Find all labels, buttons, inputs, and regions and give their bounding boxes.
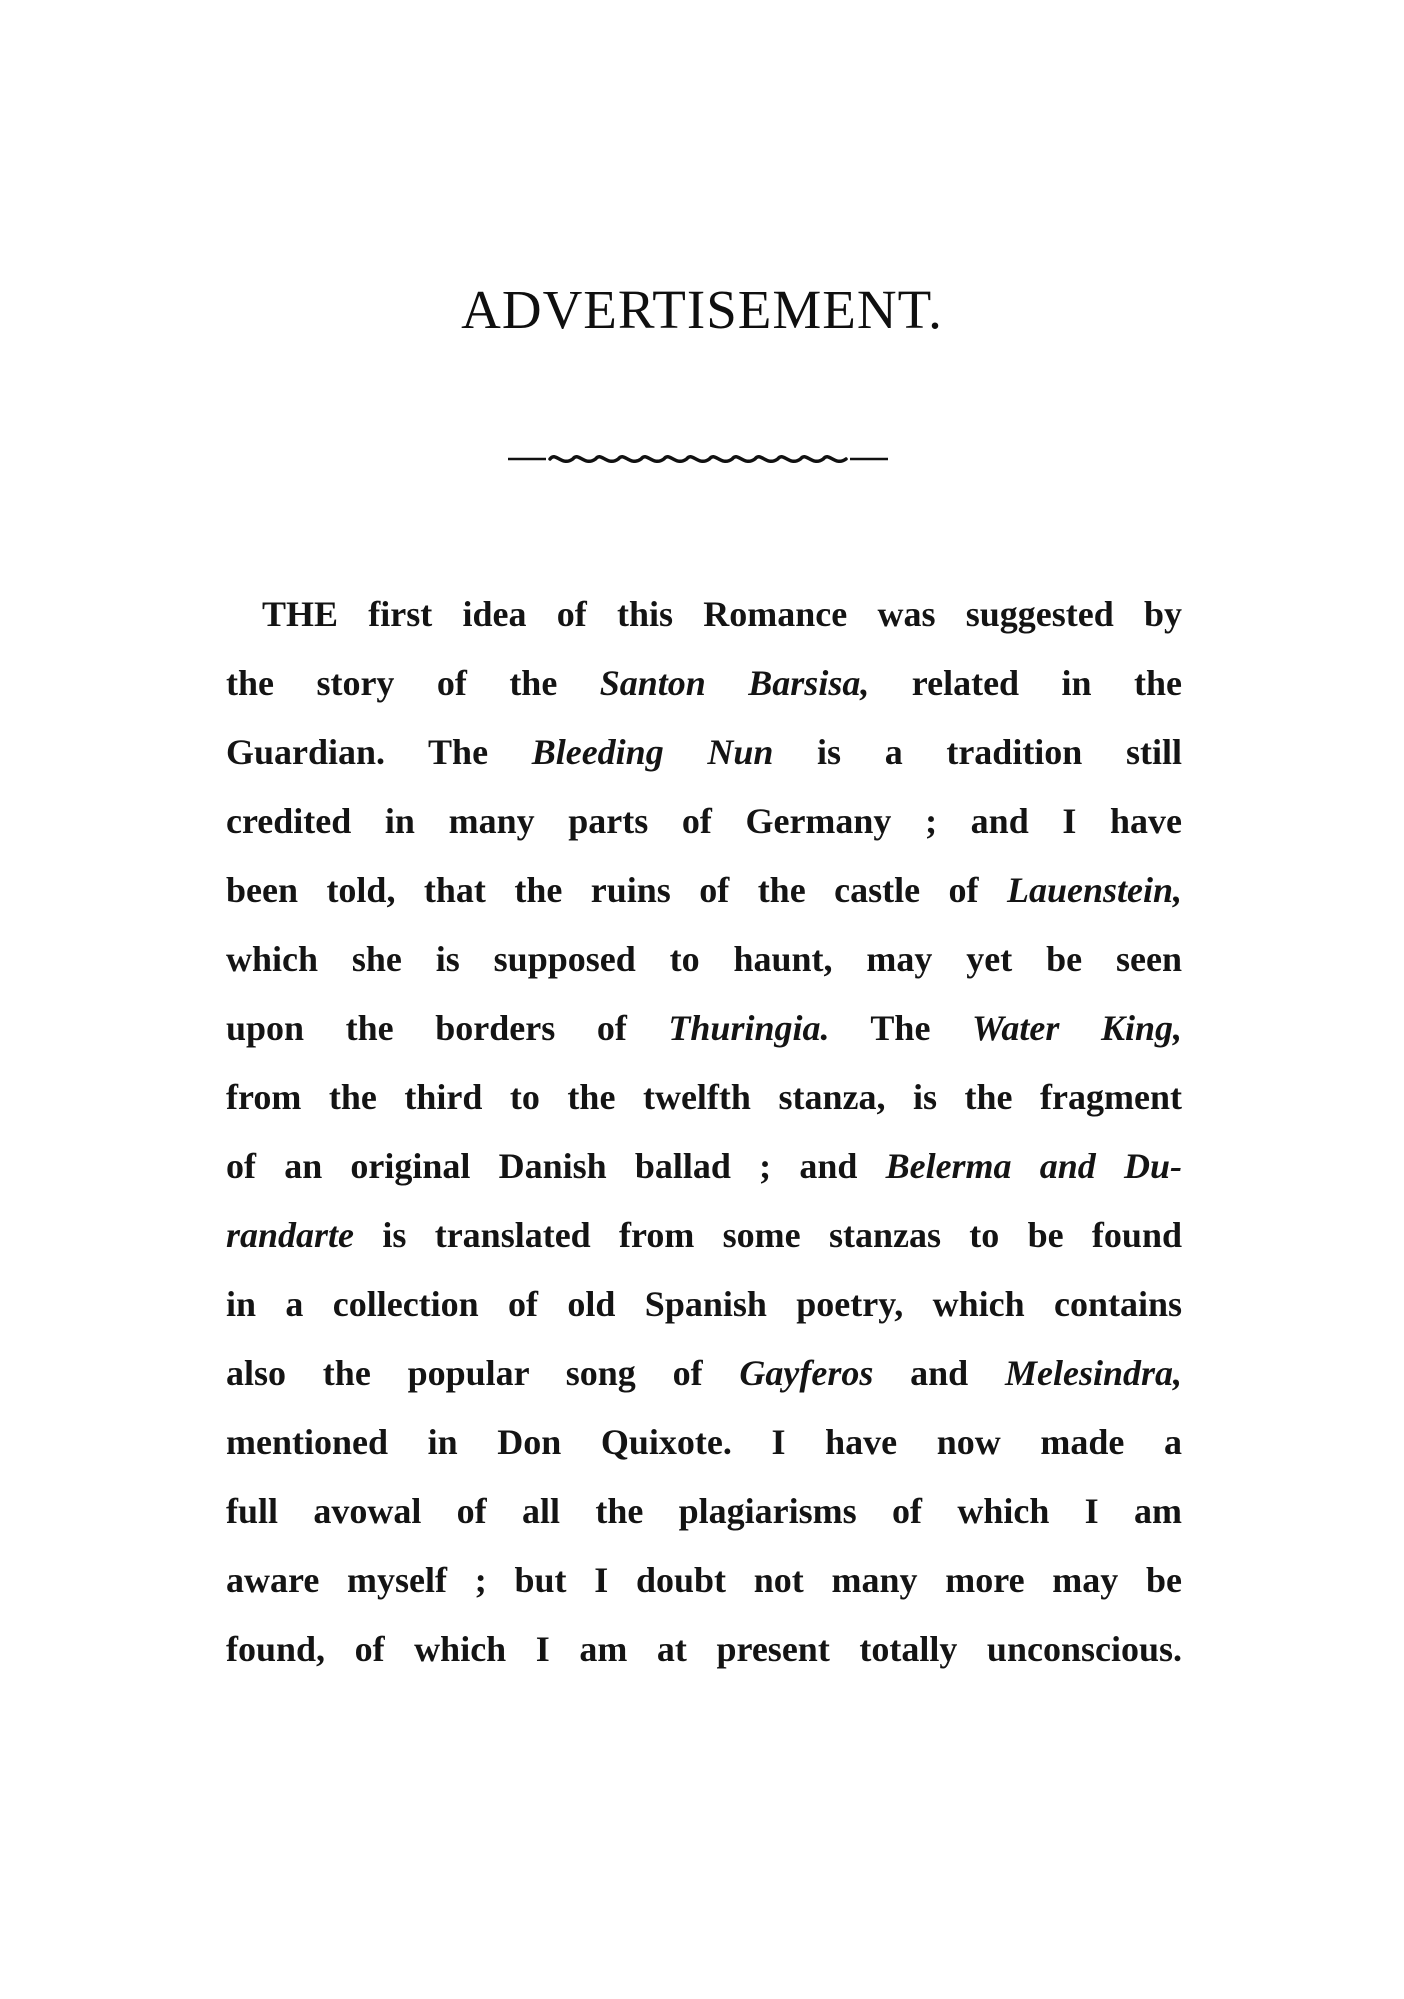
decorative-rule <box>508 448 888 470</box>
text-segment: in a collection of old Spanish poetry, which contains <box>226 1284 1182 1324</box>
text-segment: credited in many parts of Germany ; and I have <box>226 801 1182 841</box>
text-segment: which she is supposed to haunt, may yet be seen <box>226 939 1182 979</box>
text-segment: full avowal of all the plagiarisms of which I am <box>226 1491 1182 1531</box>
italic-text: Melesindra, <box>1005 1353 1183 1393</box>
text-line <box>226 718 1182 787</box>
italic-text: randarte <box>226 1215 355 1255</box>
page-title: ADVERTISEMENT. <box>461 279 943 340</box>
text-line <box>226 1201 1182 1270</box>
italic-text: Thuringia. <box>668 1008 830 1048</box>
text-segment: from the third to the twelfth stanza, is the fragment <box>226 1077 1182 1117</box>
text-segment: of an original Danish ballad ; and <box>226 1146 886 1186</box>
text-line <box>226 580 1182 649</box>
text-segment: is translated from some stanzas to be found <box>354 1215 1182 1255</box>
text-line <box>226 1132 1182 1201</box>
italic-text: Bleeding Nun <box>531 732 774 772</box>
text-line <box>226 925 1182 994</box>
text-segment: The <box>829 1008 973 1048</box>
text-segment: been told, that the ruins of the castle of <box>226 870 1007 910</box>
text-segment: found, of which I am at present totally unconscious. <box>226 1629 1182 1669</box>
text-segment: mentioned in Don Quixote. I have now made a <box>226 1422 1182 1462</box>
text-line <box>226 1339 1182 1408</box>
text-line <box>226 1477 1182 1546</box>
advertisement-text <box>226 580 1182 1684</box>
text-segment: aware myself ; but I doubt not many more may be <box>226 1560 1182 1600</box>
italic-text: Water King, <box>972 1008 1182 1048</box>
text-segment: also the popular song of <box>226 1353 740 1393</box>
text-line <box>226 1270 1182 1339</box>
text-segment: related in the <box>869 663 1182 703</box>
text-line <box>226 649 1182 718</box>
text-segment: upon the borders of <box>226 1008 669 1048</box>
italic-text: Lauenstein, <box>1006 870 1182 910</box>
text-segment: the story of the <box>226 663 600 703</box>
text-line <box>226 1063 1182 1132</box>
italic-text: Belerma and Du- <box>885 1146 1182 1186</box>
text-line <box>226 1546 1182 1615</box>
text-segment: THE first idea of this Romance was suggested by <box>262 594 1182 634</box>
text-segment: and <box>873 1353 1005 1393</box>
text-segment: Guardian. The <box>226 732 532 772</box>
text-line <box>226 1615 1182 1684</box>
italic-text: Gayferos <box>739 1353 874 1393</box>
text-line <box>226 1408 1182 1477</box>
text-line <box>226 787 1182 856</box>
text-segment: is a tradition still <box>773 732 1182 772</box>
italic-text: Santon Barsisa, <box>599 663 870 703</box>
text-line <box>226 994 1182 1063</box>
text-line <box>226 856 1182 925</box>
